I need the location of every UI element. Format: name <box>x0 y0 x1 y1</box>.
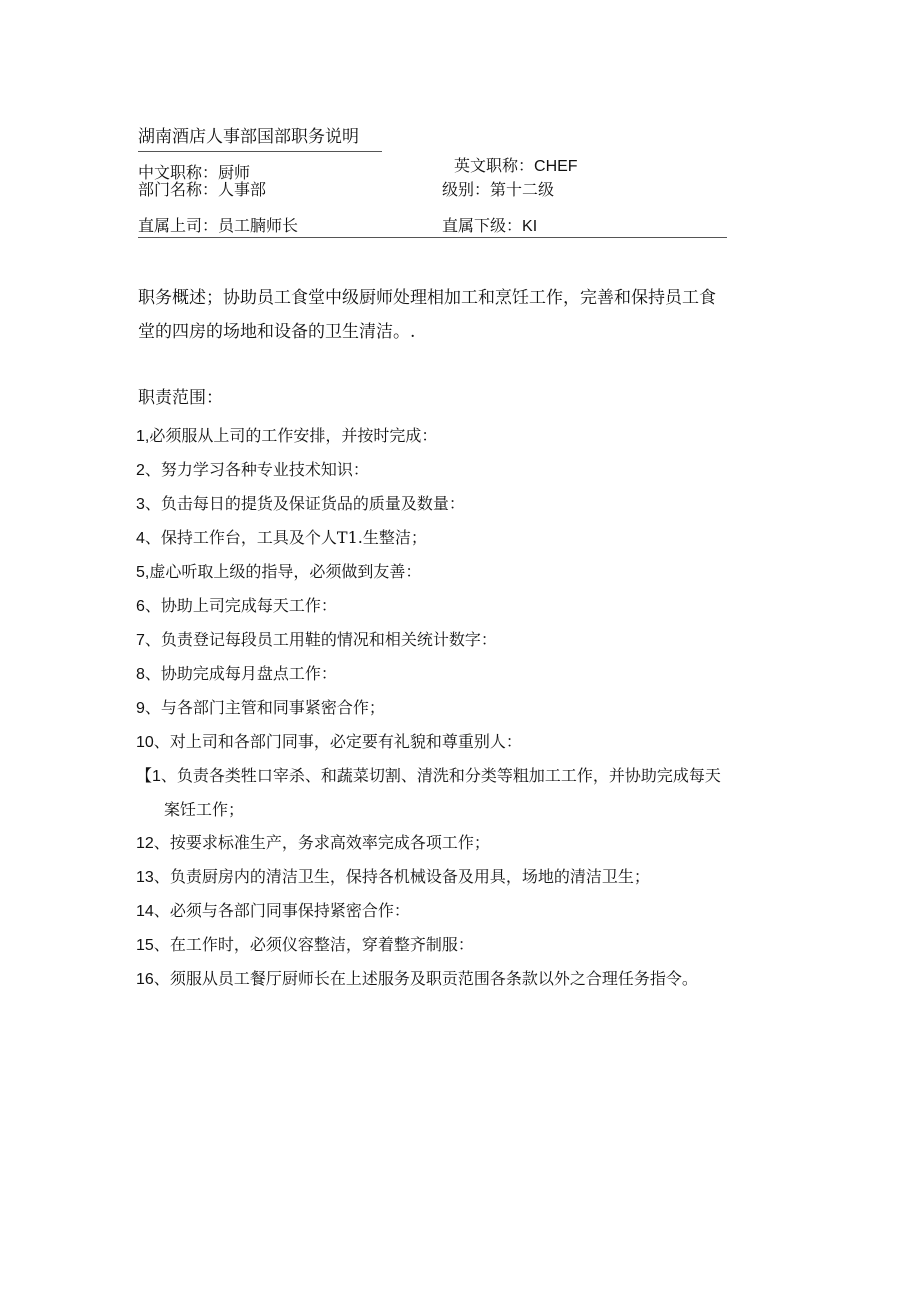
list-item: 9、与各部门主管和同事紧密合作； <box>136 698 385 717</box>
duties-heading: 职责范围： <box>138 388 223 408</box>
direct-subordinate-label: 直属下级： <box>442 216 523 235</box>
header-divider <box>138 237 727 238</box>
list-item: 6、协助上司完成每天工作： <box>136 596 337 615</box>
list-item: 10、对上司和各部门同事，必定要有礼貌和尊重别人： <box>136 732 522 751</box>
department-name: 部门名称：人事部 <box>138 180 267 199</box>
overview-text: 协助员工食堂中级厨师处理相加工和烹饪工作，完善和保持员工食堂的四房的场地和设备的卫生清洁。. <box>138 288 716 342</box>
list-item: 16、须服从员工餐厅厨师长在上述服务及职贡范围各条款以外之合理任务指令。 <box>136 969 698 988</box>
job-overview <box>138 281 728 349</box>
overview-label: 职务概述； <box>138 288 223 307</box>
direct-subordinate-value: KI <box>522 218 538 235</box>
en-job-title <box>454 156 578 177</box>
list-item: 5,虚心听取上级的指导，必须做到友善： <box>136 562 422 581</box>
duties-list <box>136 419 736 996</box>
direct-subordinate <box>442 216 537 237</box>
list-item: 2、努力学习各种专业技术知识： <box>136 460 369 479</box>
list-item: 14、必须与各部门同事保持紧密合作： <box>136 901 410 920</box>
en-job-title-label: 英文职称： <box>454 156 535 175</box>
document-title: 湖南酒店人事部国部职务说明 <box>138 126 382 152</box>
direct-supervisor: 直属上司：员工腩师长 <box>138 216 299 235</box>
list-item: 1,必须服从上司的工作安排，并按时完成： <box>136 426 438 445</box>
list-item: 12、按要求标准生产，务求高效率完成各项工作； <box>136 833 490 852</box>
cn-job-title: 中文职称：厨师 <box>138 163 251 182</box>
list-item: 4、保持工作台，工具及个人T1.生整洁； <box>136 528 427 547</box>
list-item: 3、负击每日的提货及保证货品的质量及数量： <box>136 494 465 513</box>
list-item: 7、负责登记每段员工用鞋的情况和相关统计数字： <box>136 630 497 649</box>
list-item: 【1、负责各类牲口宰杀、和蔬菜切割、清洗和分类等粗加工工作，并协助完成每天案饪工作； <box>136 766 721 819</box>
list-item: 13、负责厨房内的清洁卫生，保持各机械设备及用具，场地的清洁卫生； <box>136 867 650 886</box>
en-job-title-value: CHEF <box>534 158 578 175</box>
list-item: 15、在工作时，必须仪容整洁，穿着整齐制服： <box>136 935 474 954</box>
list-item: 8、协助完成每月盘点工作： <box>136 664 337 683</box>
job-level: 级别：第十二级 <box>442 180 555 199</box>
